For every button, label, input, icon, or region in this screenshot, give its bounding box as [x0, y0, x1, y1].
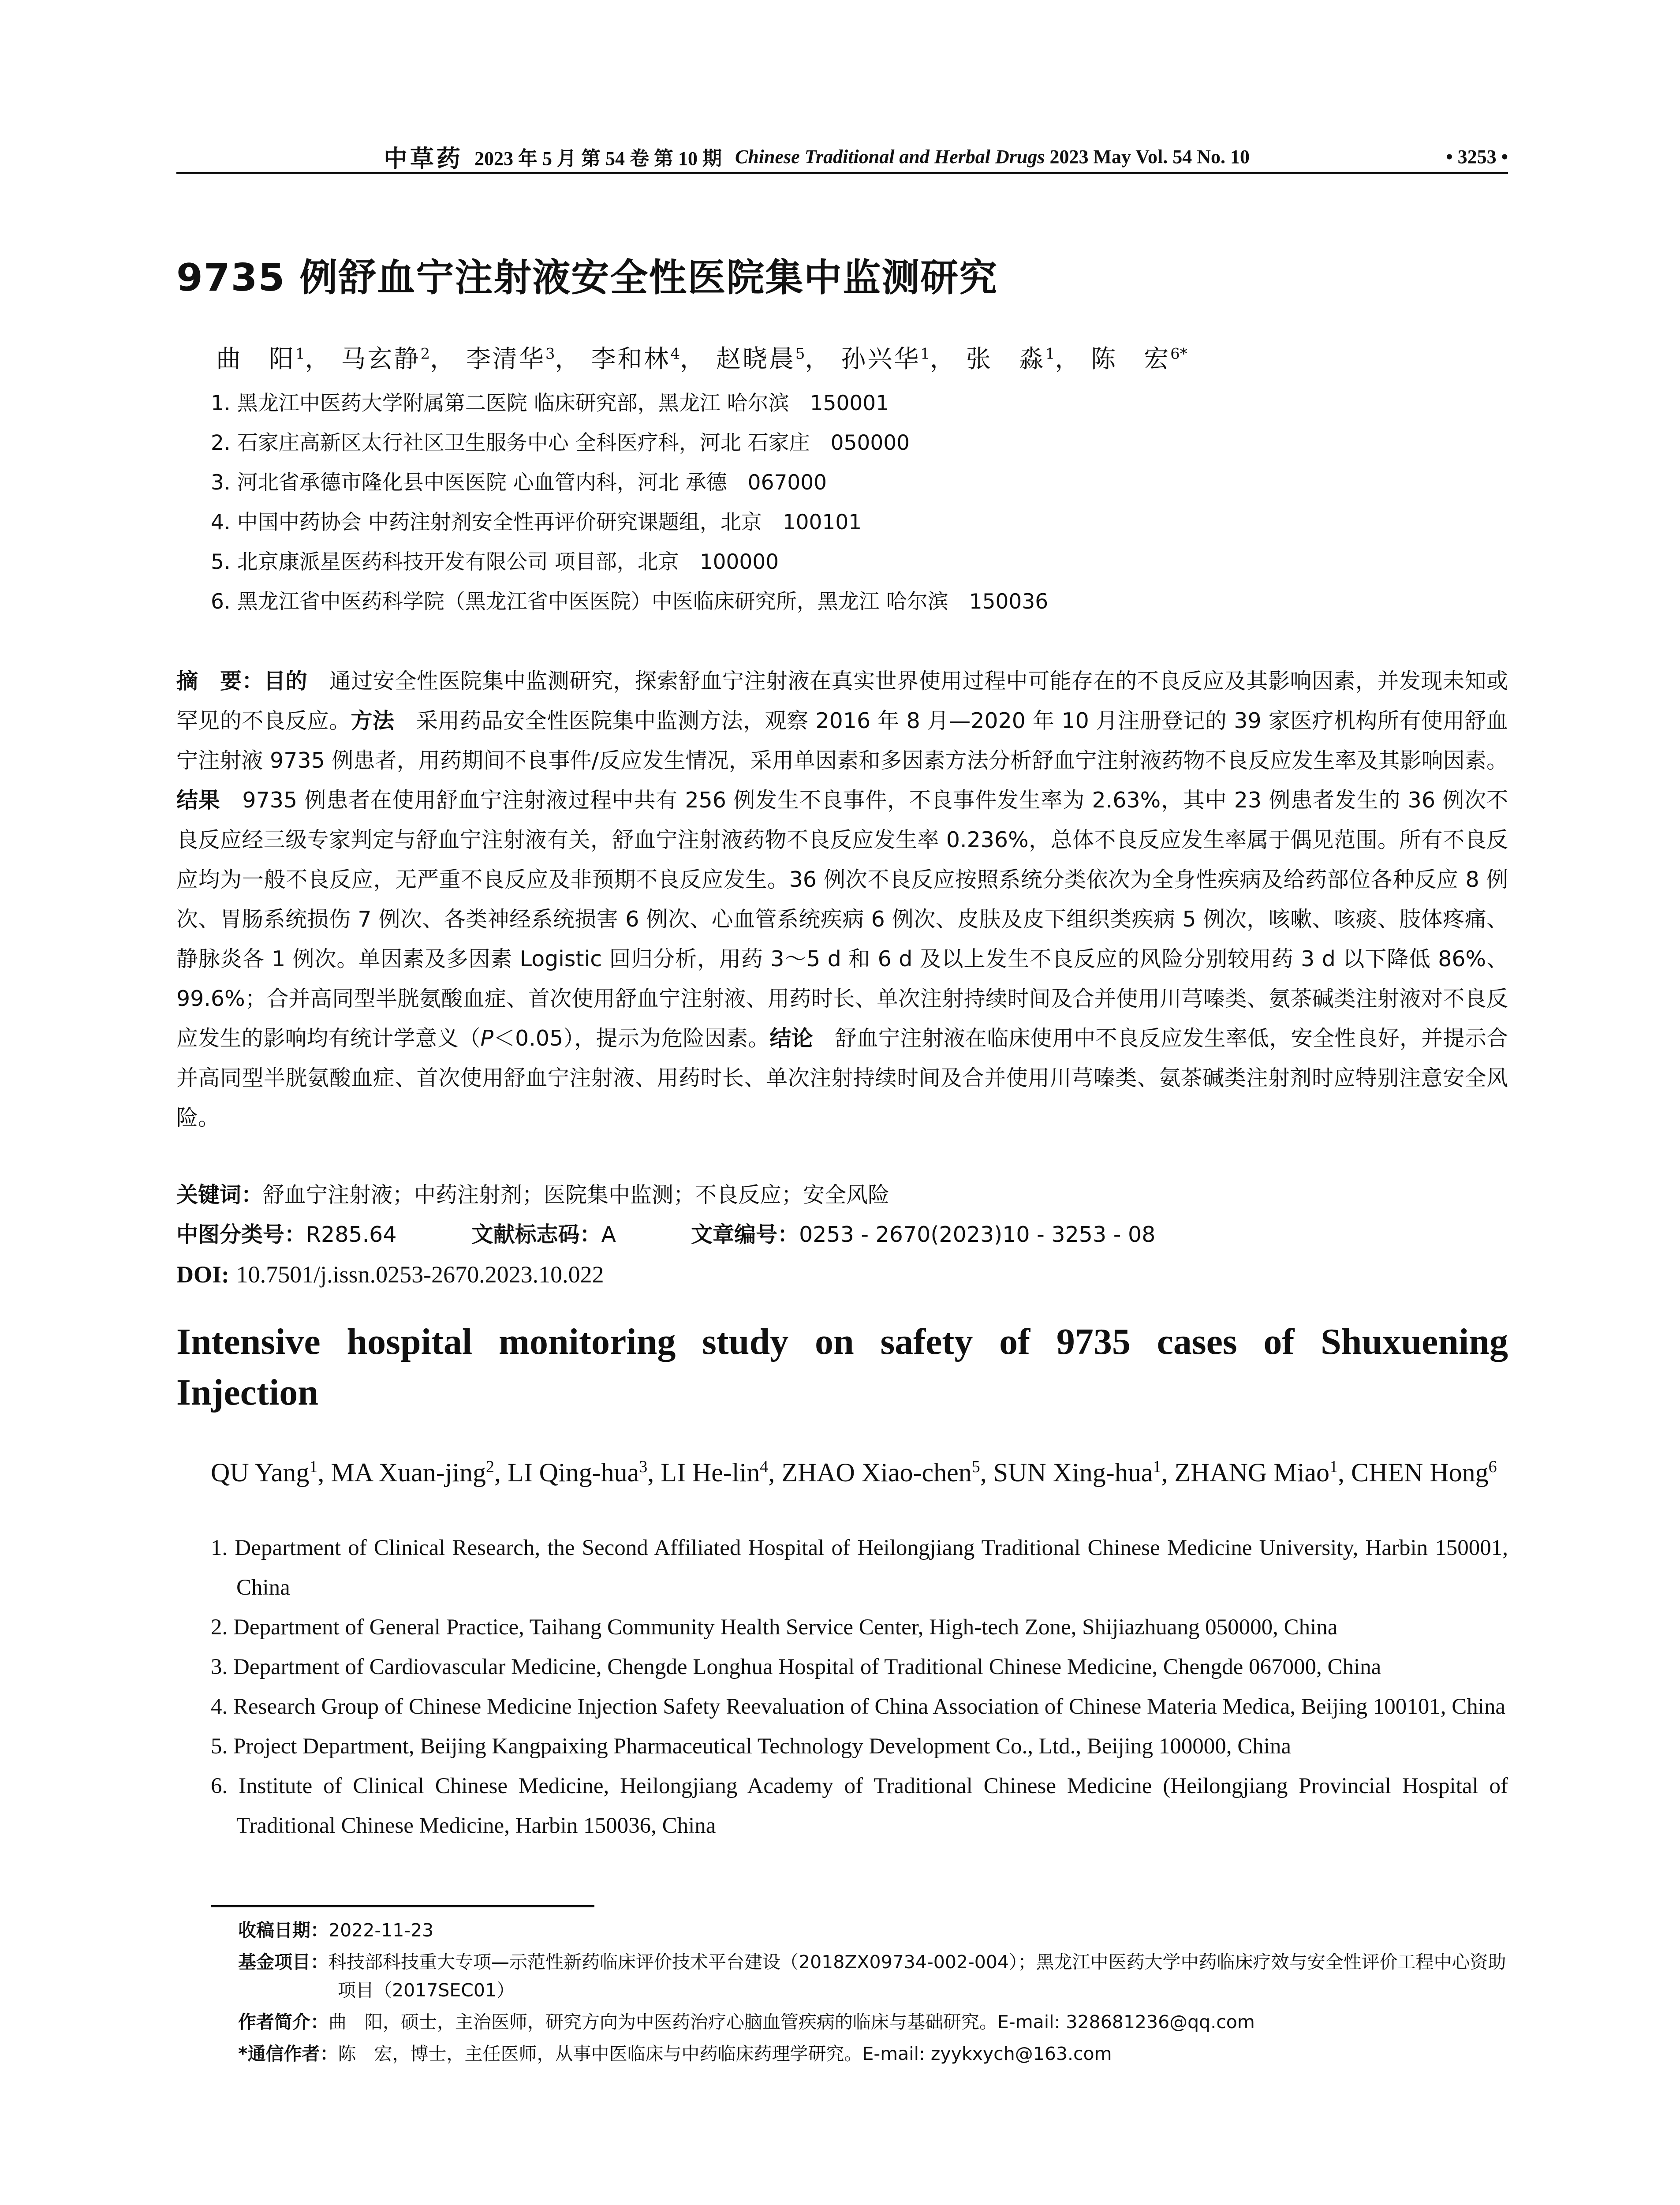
title-en — [176, 1316, 1508, 1418]
objective-text: 通过安全性医院集中监测研究，探索舒血宁注射液在真实世界使用过程中可能存在的不良反应及其影响因素，并发现未知或罕见的不良反应。 — [176, 669, 1508, 733]
doi-link[interactable]: 10.7501/j.issn.0253-2670.2023.10.022 — [236, 1261, 604, 1288]
author-cn: 李和林$^4$ — [591, 345, 680, 374]
objective-label: 目的 — [264, 669, 308, 694]
affiliation-en: 1. Department of Clinical Research, the Second Affiliated Hospital of Heilongjiang Traditional Chinese Medicine University, Harbin 150001, China — [211, 1536, 1508, 1600]
author-en: MA Xuan-jing$^2$ — [331, 1458, 495, 1487]
page-number: • 3253 • — [1446, 146, 1508, 168]
affiliation-cn: 4. 中国中药协会 中药注射剂安全性再评价研究课题组，北京 100101 — [211, 510, 862, 534]
footnote-fund: 基金项目：科技部科技重大专项—示范性新药临床评价技术平台建设（2018ZX09734-002-004）；黑龙江中医药大学中药临床疗效与安全性评价工程中心资助项目（2017SEC01） — [238, 1951, 1506, 2001]
clc-value: R285.64 — [306, 1222, 397, 1247]
result-text: 9735 例患者在使用舒血宁注射液过程中共有 256 例发生不良事件，不良事件发生率为 2.63%，其中 23 例患者发生的 36 例次不良反应经三级专家判定与舒血宁注射液有关，舒血宁注射液药物不良反应发生率 0.236%，总体不良反应发生率属于偶见范围。所有不良反应均为一般不良反应，无严重不良反应及非预期不良反应发生。36 例次不良反应按照系统分类依次为全身性疾病及给药部位各种反应 8 例次、胃肠系统损伤 7 例次、各类神经系统损害 6 例次、心血管系统疾病 6 例次、皮肤及皮下组织类疾病 5 例次，咳嗽、咳痰、肢体疼痛、静脉炎各 1 例次。单因素及多因素 Logistic 回归分析，用药 3～5 d 和 6 d 及以上发生不良反应的风险分别较用药 3 d 以下降低 86%、99.6%；合并高同型半胱氨酸血症、首次使用舒血宁注射液、用药时长、单次注射持续时间及合并使用川芎嗪类、氨茶碱类注射液对不良反应发生的影响均有统计学意义（ — [176, 788, 1508, 1051]
authors-en: QU Yang$^1$, MA Xuan-jing$^2$, LI Qing-hua$^3$, LI He-lin$^4$, ZHAO Xiao-chen$^5$, SUN Xing-hua$^1$, ZHANG Miao$^1$, CHEN Hong$^6$ — [211, 1458, 1497, 1487]
issue-en-tail: 2023 May Vol. 54 No. 10 — [1049, 146, 1250, 168]
author-en: CHEN Hong$^6$ — [1351, 1458, 1497, 1487]
doi-row — [176, 1255, 1508, 1295]
footnote-divider — [211, 1905, 594, 1907]
affiliations-cn — [211, 384, 1507, 622]
method-label: 方法 — [351, 708, 395, 733]
footnote-corresponding: *通信作者：陈 宏，博士，主任医师，从事中医临床与中药临床药理学研究。E-mail: zyykxych@163.com — [238, 2043, 1112, 2064]
author-en: ZHAO Xiao-chen$^5$ — [781, 1458, 980, 1487]
doc-code-value: A — [601, 1222, 616, 1247]
conclusion-label: 结论 — [769, 1026, 814, 1051]
doi-label: DOI: — [176, 1261, 229, 1288]
conclusion-text: 舒血宁注射液在临床使用中不良反应发生率低，安全性良好，并提示合并高同型半胱氨酸血症、首次使用舒血宁注射液、用药时长、单次注射持续时间及合并使用川芎嗪类、氨茶碱类注射剂时应特别注意安全风险。 — [176, 1026, 1508, 1130]
affiliation-en: 5. Project Department, Beijing Kangpaixing Pharmaceutical Technology Development Co., Ltd., Beijing 100000, China — [211, 1734, 1292, 1759]
classification-row — [176, 1215, 1508, 1255]
keywords-label: 关键词： — [176, 1182, 263, 1207]
p-symbol: P — [480, 1026, 494, 1051]
title-cn: 9735 例舒血宁注射液安全性医院集中监测研究 — [176, 256, 998, 300]
author-cn: 张 淼$^1$ — [966, 345, 1055, 374]
affiliation-en: 6. Institute of Clinical Chinese Medicine, Heilongjiang Academy of Traditional Chinese Medicine (Heilongjiang Provincial Hospital of Traditional Chinese Medicine, Harbin 150036, China — [211, 1774, 1508, 1838]
abstract-label: 摘 要： — [176, 669, 264, 694]
issue-cn: 2023 年 5 月 第 54 卷 第 10 期 — [474, 148, 722, 169]
method-text: 采用药品安全性医院集中监测方法，观察 2016 年 8 月—2020 年 10 月注册登记的 39 家医疗机构所有使用舒血宁注射液 9735 例患者，用药期间不良事件/反应发生情况，采用单因素和多因素方法分析舒血宁注射液药物不良反应发生率及其影响因素。 — [176, 708, 1508, 773]
keywords-value: 舒血宁注射液；中药注射剂；医院集中监测；不良反应；安全风险 — [263, 1182, 890, 1207]
affiliation-cn: 6. 黑龙江省中医药科学院（黑龙江省中医医院）中医临床研究所，黑龙江 哈尔滨 150036 — [211, 590, 1049, 614]
author-en: LI Qing-hua$^3$ — [508, 1458, 648, 1487]
footnote-author-bio: 作者简介：曲 阳，硕士，主治医师，研究方向为中医药治疗心脑血管疾病的临床与基础研究。E-mail: 328681236@qq.com — [238, 2011, 1255, 2033]
affiliation-en: 4. Research Group of Chinese Medicine Injection Safety Reevaluation of China Association of Chinese Materia Medica, Beijing 100101, China — [211, 1694, 1506, 1719]
article-no-value: 0253 - 2670(2023)10 - 3253 - 08 — [799, 1222, 1156, 1247]
authors-cn: 曲 阳$^1$， 马玄静$^2$， 李清华$^3$， 李和林$^4$， 赵晓晨$^5$， 孙兴华$^1$， 张 淼$^1$， 陈 宏$^{6*}$ — [216, 345, 1187, 374]
affiliation-en: 2. Department of General Practice, Taihang Community Health Service Center, High-tech Zone, Shijiazhuang 050000, China — [211, 1615, 1338, 1640]
affiliation-cn: 1. 黑龙江中医药大学附属第二医院 临床研究部，黑龙江 哈尔滨 150001 — [211, 391, 889, 415]
title-en-line-2: Injection — [176, 1372, 318, 1413]
title-en-line-1: Intensive hospital monitoring study on safety of 9735 cases of Shuxuening — [176, 1321, 1508, 1362]
author-cn: 马玄静$^2$ — [341, 345, 430, 374]
result-label: 结果 — [176, 788, 220, 813]
author-en: ZHANG Miao$^1$ — [1174, 1458, 1338, 1487]
author-cn: 陈 宏$^{6*}$ — [1091, 345, 1187, 374]
author-en: LI He-lin$^4$ — [661, 1458, 769, 1487]
running-header — [176, 141, 1508, 174]
author-cn: 曲 阳$^1$ — [216, 345, 305, 374]
affiliation-cn: 3. 河北省承德市隆化县中医医院 心血管内科，河北 承德 067000 — [211, 471, 827, 495]
clc-label: 中图分类号： — [176, 1222, 306, 1247]
journal-logo: 中草药 — [384, 144, 463, 172]
issue-en — [735, 146, 1250, 168]
abstract-cn — [176, 662, 1508, 1138]
author-cn: 孙兴华$^1$ — [841, 345, 930, 374]
author-cn: 李清华$^3$ — [466, 345, 555, 374]
keywords-row — [176, 1175, 1508, 1215]
footnotes — [238, 1916, 1508, 2071]
affiliations-en — [211, 1528, 1508, 1846]
article-meta — [176, 1175, 1508, 1295]
footnote-received: 收稿日期：2022-11-23 — [238, 1920, 434, 1941]
article-no-label: 文章编号： — [691, 1222, 799, 1247]
affiliation-en: 3. Department of Cardiovascular Medicine, Chengde Longhua Hospital of Traditional Chinese Medicine, Chengde 067000, China — [211, 1655, 1381, 1679]
author-en: QU Yang$^1$ — [211, 1458, 318, 1487]
doc-code-label: 文献标志码： — [471, 1222, 601, 1247]
result-text-tail: ＜0.05），提示为危险因素。 — [493, 1026, 770, 1051]
author-cn: 赵晓晨$^5$ — [716, 345, 805, 374]
journal-name-en: Chinese Traditional and Herbal Drugs — [735, 146, 1045, 168]
affiliation-cn: 5. 北京康派星医药科技开发有限公司 项目部，北京 100000 — [211, 550, 779, 574]
affiliation-cn: 2. 石家庄高新区太行社区卫生服务中心 全科医疗科，河北 石家庄 050000 — [211, 431, 910, 455]
author-en: SUN Xing-hua$^1$ — [993, 1458, 1161, 1487]
